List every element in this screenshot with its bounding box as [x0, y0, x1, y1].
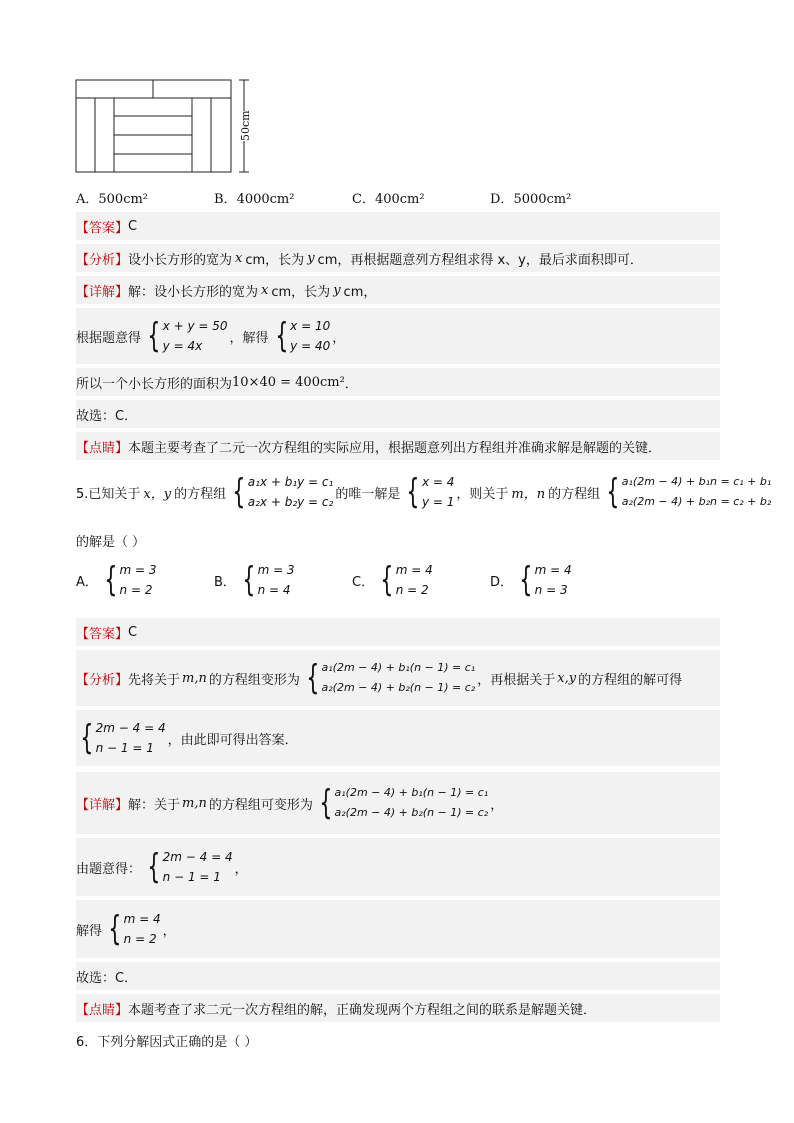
q4-option-c[interactable]: C．400cm² — [352, 192, 425, 207]
q5-stem: 5.已知关于 x，y 的方程组 { a₁x + b₁y = c₁ a₂x + b₂y = c₂ 的唯一解是 { x = 4 y = 1 ，则关于 m，n 的方程组 { a₁(2m − 4) + b₁n = c₁ + b₁ a₂(2m − 4) + b₂n = c₂ + b₂ — [76, 472, 772, 512]
q4-option-a[interactable]: A．500cm² — [76, 192, 149, 207]
rectangle-figure — [74, 78, 264, 178]
q4-area: 所以一个小长方形的面积为 10×40 = 400cm² ． — [76, 368, 720, 396]
q5-comment: 【点睛】 本题考查了求二元一次方程组的解，正确发现两个方程组之间的联系是解题关键． — [76, 994, 720, 1022]
q4-comment: 【点睛】 本题主要考查了二元一次方程组的实际应用，根据题意列出方程组并准确求解是解题的关键． — [76, 432, 720, 460]
solution-system: { x = 10 y = 40 — [274, 316, 331, 356]
q5-option-c[interactable]: C． { m = 4 n = 2 — [352, 560, 433, 600]
dimension-label: 50cm — [239, 111, 255, 141]
equation-system: { x + y = 50 y = 4x — [147, 316, 228, 356]
q5-option-d[interactable]: D． { m = 4 n = 3 — [490, 560, 572, 600]
q5-choose: 故选：C． — [76, 962, 720, 990]
q5-stem-line2: 的解是（ ） — [76, 534, 146, 550]
q5-analysis-cont: { 2m − 4 = 4 n − 1 = 1 ，由此即可得出答案． — [76, 710, 720, 766]
q5-given: 由题意得： { 2m − 4 = 4 n − 1 = 1 ， — [76, 838, 720, 896]
q4-option-b[interactable]: B．4000cm² — [214, 192, 295, 207]
q6-stem: 6．下列分解因式正确的是（ ） — [76, 1034, 258, 1050]
q4-analysis: 【分析】 设小长方形的宽为 x cm，长为 y cm，再根据题意列方程组求得 x、y，最后求面积即可． — [76, 244, 720, 272]
q5-solve: 解得 { m = 4 n = 2 ， — [76, 900, 720, 958]
q4-choose: 故选：C． — [76, 400, 720, 428]
q5-answer: 【答案】 C — [76, 618, 720, 646]
q5-option-b[interactable]: B． { m = 3 n = 4 — [214, 560, 295, 600]
q4-option-d[interactable]: D．5000cm² — [490, 192, 572, 207]
q5-option-a[interactable]: A． { m = 3 n = 2 — [76, 560, 157, 600]
q4-answer: 【答案】 C — [76, 212, 720, 240]
q5-analysis: 【分析】 先将关于 m,n 的方程组变形为 { a₁(2m − 4) + b₁(n − 1) = c₁ a₂(2m − 4) + b₂(n − 1) = c₂ ，再根据关于 x,y 的方程组的解可得 — [76, 650, 720, 706]
q5-detail: 【详解】 解：关于 m,n 的方程组可变形为 { a₁(2m − 4) + b₁(n − 1) = c₁ a₂(2m − 4) + b₂(n − 1) = c₂ ， — [76, 772, 720, 834]
q4-equations: 根据题意得 { x + y = 50 y = 4x ，解得 { x = 10 y = 40 ， — [76, 308, 720, 364]
q5-options — [76, 560, 720, 610]
q4-detail: 【详解】 解：设小长方形的宽为 x cm，长为 y cm， — [76, 276, 720, 304]
